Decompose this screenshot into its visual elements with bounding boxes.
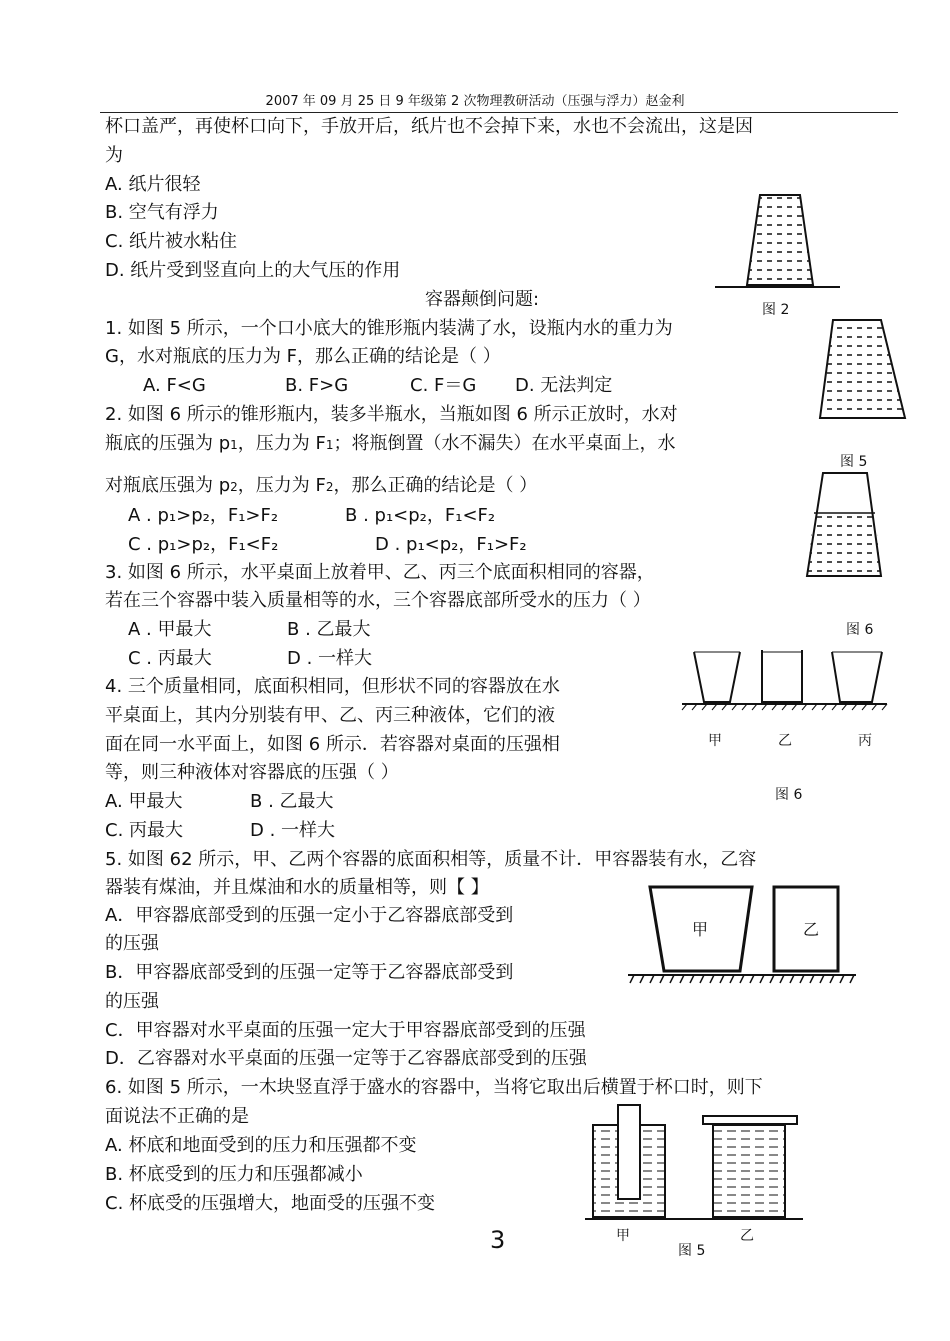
q4-line-1: 4. 三个质量相同，底面积相同，但形状不同的容器放在水 (105, 676, 560, 697)
q4-option-c: C. 丙最大 (105, 820, 184, 841)
page-header: 2007 年 09 月 25 日 9 年级第 2 次物理教研活动（压强与浮力）赵金利 (265, 94, 685, 109)
q6-option-b: B. 杯底受到的压力和压强都减小 (105, 1164, 363, 1185)
figure-6-flask (795, 468, 905, 583)
q5-option-a-1: A．甲容器底部受到的压强一定小于乙容器底部受到 (105, 905, 514, 926)
q5-option-b-1: B．甲容器底部受到的压强一定等于乙容器底部受到 (105, 962, 514, 983)
fig5b-caption: 图 5 (678, 1243, 706, 1259)
intro-option-b: B. 空气有浮力 (105, 202, 219, 223)
q2-option-a: A . p₁>p₂，F₁>F₂ (128, 505, 279, 526)
q5-option-a-2: 的压强 (105, 933, 159, 954)
fig6a-caption: 图 6 (846, 622, 874, 638)
q5-line-2: 器装有煤油，并且煤油和水的质量相等，则【 】 (105, 877, 489, 898)
fig6b-label-yi: 乙 (778, 733, 792, 749)
q3-option-d: D . 一样大 (287, 648, 373, 669)
figure-5-block (585, 1103, 805, 1228)
q3-line-1: 3. 如图 6 所示，水平桌面上放着甲、乙、丙三个底面积相同的容器， (105, 562, 655, 583)
fig5b-label-jia: 甲 (616, 1228, 630, 1244)
q2-option-b: B . p₁<p₂，F₁<F₂ (345, 505, 496, 526)
q4-line-3: 面在同一水平面上，如图 6 所示．若容器对桌面的压强相 (105, 734, 560, 755)
page-number: 3 (490, 1226, 506, 1254)
q6-option-a: A. 杯底和地面受到的压力和压强都不变 (105, 1135, 417, 1156)
q3-option-c: C . 丙最大 (128, 648, 212, 669)
q5-option-d: D．乙容器对水平桌面的压强一定等于乙容器底部受到的压强 (105, 1048, 587, 1069)
fig6b-label-jia: 甲 (708, 733, 722, 749)
q5-line-1: 5. 如图 62 所示，甲、乙两个容器的底面积相等，质量不计．甲容器装有水，乙容 (105, 849, 757, 870)
q1-line-1: 1. 如图 5 所示，一个口小底大的锥形瓶内装满了水，设瓶内水的重力为 (105, 318, 673, 339)
q2-option-d: D . p₁<p₂，F₁>F₂ (375, 534, 527, 555)
q5-option-c: C．甲容器对水平桌面的压强一定大于甲容器底部受到的压强 (105, 1020, 586, 1041)
fig6b-caption: 图 6 (775, 787, 803, 803)
fig6b-label-bing: 丙 (858, 733, 872, 749)
q2-line-2: 瓶底的压强为 p1，压力为 F1；将瓶倒置（水不漏失）在水平桌面上，水 (105, 433, 676, 454)
fig5b-label-yi: 乙 (740, 1228, 754, 1244)
q4-line-4: 等，则三种液体对容器底的压强（ ） (105, 762, 399, 783)
figure-2 (715, 185, 845, 295)
q6-line-2: 面说法不正确的是 (105, 1106, 249, 1127)
fig62-label-jia: 甲 (692, 920, 709, 939)
q1-option-d: D. 无法判定 (515, 375, 613, 396)
intro-option-a: A. 纸片很轻 (105, 174, 201, 195)
q3-option-b: B . 乙最大 (287, 619, 371, 640)
figure-6-three-containers (682, 640, 887, 715)
q5-option-b-2: 的压强 (105, 991, 159, 1012)
intro-line-2: 为 (105, 145, 123, 166)
q1-option-b: B. F>G (285, 375, 349, 396)
q4-option-d: D . 一样大 (250, 820, 336, 841)
q2-line-3: 对瓶底压强为 p2，压力为 F2，那么正确的结论是（ ） (105, 475, 538, 496)
fig62-label-yi: 乙 (803, 920, 820, 939)
intro-line-1: 杯口盖严，再使杯口向下，手放开后，纸片也不会掉下来，水也不会流出，这是因 (105, 116, 753, 137)
header-rule (100, 112, 898, 113)
q4-line-2: 平桌面上，其内分别装有甲、乙、丙三种液体，它们的液 (105, 705, 555, 726)
q2-line-1: 2. 如图 6 所示的锥形瓶内，装多半瓶水，当瓶如图 6 所示正放时，水对 (105, 404, 678, 425)
q1-option-a: A. F<G (143, 375, 206, 396)
figure-62 (628, 885, 858, 985)
fig5-caption: 图 5 (840, 454, 868, 470)
q3-line-2: 若在三个容器中装入质量相等的水，三个容器底部所受水的压力（ ） (105, 590, 651, 611)
intro-option-c: C. 纸片被水粘住 (105, 231, 238, 252)
q2-option-c: C . p₁>p₂，F₁<F₂ (128, 534, 279, 555)
section-title: 容器颠倒问题: (425, 289, 540, 310)
q1-option-c: C. F＝G (410, 375, 477, 396)
figure-5 (815, 315, 925, 425)
q3-option-a: A . 甲最大 (128, 619, 212, 640)
q6-option-c: C. 杯底受的压强增大，地面受的压强不变 (105, 1193, 436, 1214)
fig2-caption: 图 2 (762, 302, 790, 318)
intro-option-d: D. 纸片受到竖直向上的大气压的作用 (105, 260, 401, 281)
q1-line-2: G，水对瓶底的压力为 F，那么正确的结论是（ ） (105, 346, 501, 367)
q4-option-b: B . 乙最大 (250, 791, 334, 812)
q4-option-a: A. 甲最大 (105, 791, 183, 812)
q6-line-1: 6. 如图 5 所示，一木块竖直浮于盛水的容器中，当将它取出后横置于杯口时，则下 (105, 1077, 763, 1098)
